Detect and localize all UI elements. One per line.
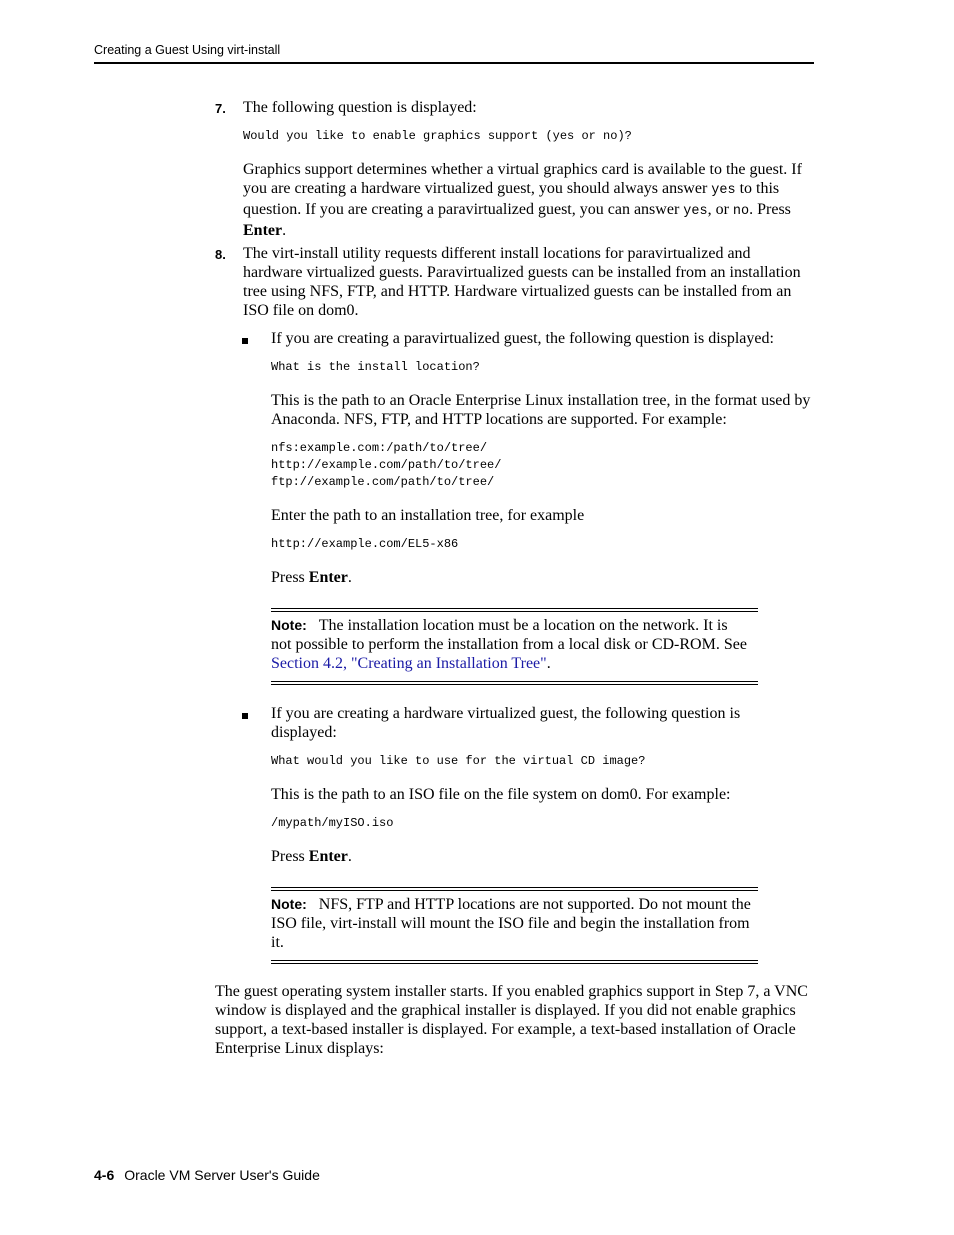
note-bottom-rule [271, 960, 758, 964]
enter-key-label: Enter [243, 222, 283, 239]
note-hvm: Note: NFS, FTP and HTTP locations are not supported. Do not mount the ISO file, virt-install will mount the ISO file and begin the installation from it. [271, 896, 751, 951]
enter-key-label: Enter [308, 848, 348, 865]
inline-code-no: no [732, 204, 750, 219]
paravirt-example-3: ftp://example.com/path/to/tree/ [271, 475, 495, 489]
step-8-intro: The virt-install utility requests different install locations for paravirtualized and hardware virtualized guests. Paravirtualized guests can be installed from an installation tree using NFS, FTP, and HTTP. Hardware virtualized guests can be installed from an ISO file on dom0. [243, 245, 801, 319]
page-footer [94, 1167, 320, 1183]
hvm-prompt: What would you like to use for the virtual CD image? [271, 754, 646, 768]
note-label: Note: [271, 617, 307, 633]
enter-key-label: Enter [308, 569, 348, 586]
note-top-rule [271, 608, 758, 612]
note-top-rule [271, 887, 758, 891]
installation-tree-link[interactable]: Section 4.2, "Creating an Installation Tree" [271, 655, 547, 672]
paravirt-bullet-text: If you are creating a paravirtualized guest, the following question is displayed: [271, 330, 774, 347]
step-7-number: 7. [215, 101, 226, 116]
bullet-icon [242, 338, 248, 344]
paravirt-example-2: http://example.com/path/to/tree/ [271, 458, 502, 472]
enter-path-text: Enter the path to an installation tree, for example [271, 507, 585, 524]
press-enter-text: Press Enter. [271, 848, 352, 865]
hvm-example-path: /mypath/myISO.iso [271, 816, 394, 830]
page-number: 4-6 [94, 1167, 115, 1183]
paravirt-example-1: nfs:example.com:/path/to/tree/ [271, 441, 488, 455]
bullet-icon [242, 713, 248, 719]
hvm-description: This is the path to an ISO file on the file system on dom0. For example: [271, 786, 731, 803]
inline-code-yes: yes [711, 183, 736, 198]
hvm-bullet-text: If you are creating a hardware virtualized guest, the following question is displayed: [271, 705, 741, 741]
paravirt-prompt: What is the install location? [271, 360, 480, 374]
paravirt-example-path: http://example.com/EL5-x86 [271, 537, 459, 551]
step-7-intro: The following question is displayed: [243, 99, 477, 116]
press-enter-text: Press Enter. [271, 569, 352, 586]
note-bottom-rule [271, 681, 758, 685]
note-label: Note: [271, 896, 307, 912]
running-header: Creating a Guest Using virt-install [94, 43, 281, 57]
step-8-number: 8. [215, 247, 226, 262]
book-title: Oracle VM Server User's Guide [124, 1167, 320, 1183]
inline-code-yes: yes [683, 204, 708, 219]
step-7-prompt: Would you like to enable graphics support (yes or no)? [243, 129, 632, 143]
header-rule [94, 62, 814, 64]
step-7-description: Graphics support determines whether a virtual graphics card is available to the guest. If you are creating a hardware virtualized guest, you should always answer yes to this question. If you are creating a paravirtualized guest, you can answer yes, or no. Press Enter. [243, 161, 802, 239]
closing-paragraph: The guest operating system installer starts. If you enabled graphics support in Step 7, a VNC window is displayed and the graphical installer is displayed. If you did not enable graphics support, a text-based installer is displayed. For example, a text-based installation of Oracle Enterprise Linux displays: [215, 983, 808, 1057]
paravirt-description: This is the path to an Oracle Enterprise Linux installation tree, in the format used by Anaconda. NFS, FTP, and HTTP locations are supported. For example: [271, 392, 811, 428]
note-paravirt: Note: The installation location must be a location on the network. It is not possible to perform the installation from a local disk or CD-ROM. See Section 4.2, "Creating an Installation Tree". [271, 617, 747, 672]
